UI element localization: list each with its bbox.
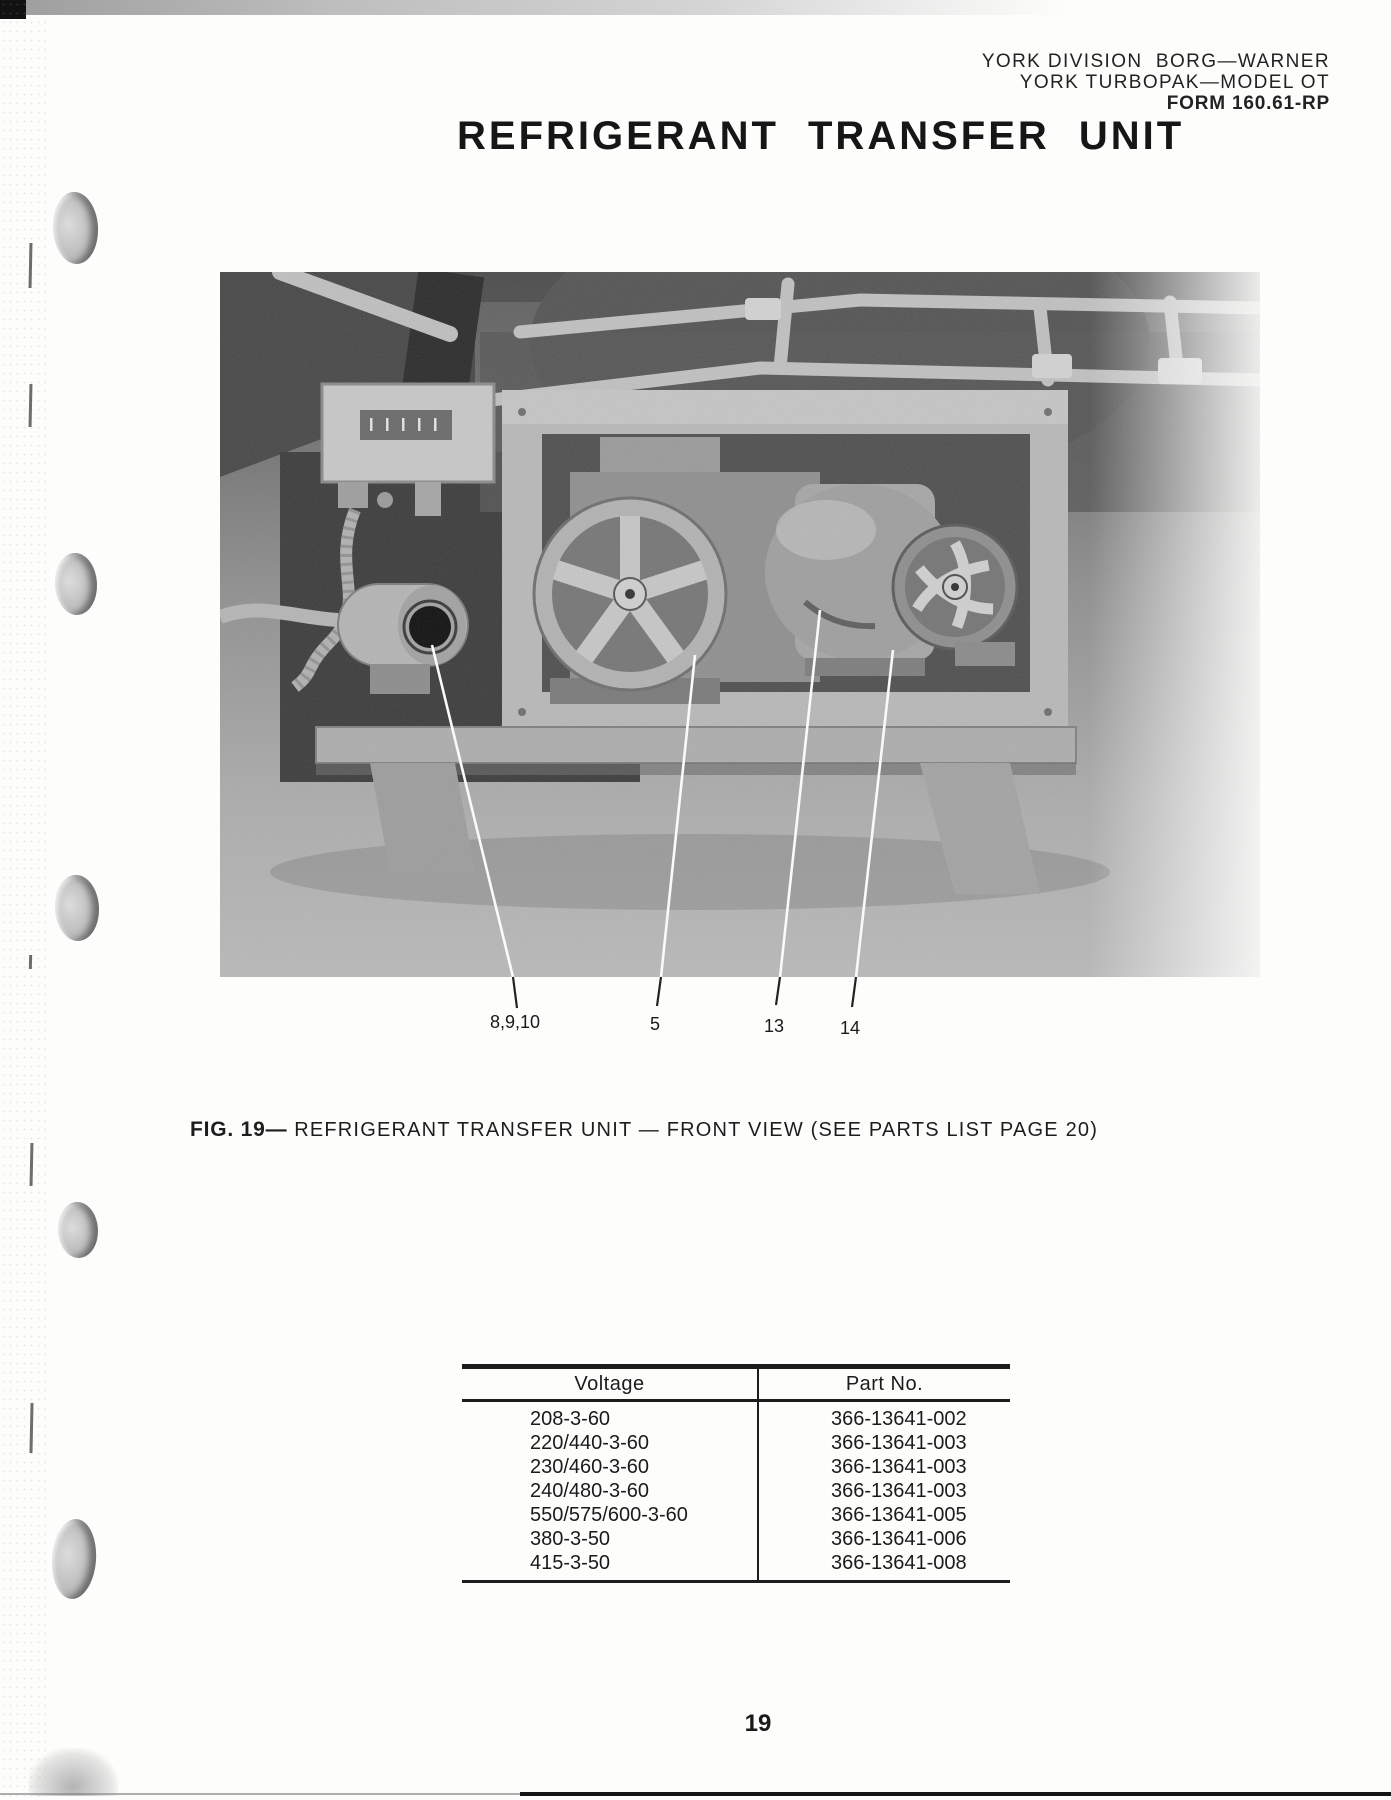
- table-row: [462, 1401, 1010, 1432]
- voltage-cell: 208-3-60: [462, 1401, 758, 1432]
- table-row: [462, 1479, 1010, 1503]
- document-header: [982, 51, 1330, 114]
- part-no-cell: 366-13641-005: [831, 1504, 967, 1526]
- part-no-cell: 366-13641-003: [831, 1480, 967, 1502]
- voltage-cell: 550/575/600-3-60: [462, 1503, 758, 1527]
- binder-hole: [53, 874, 100, 942]
- part-no-column-header: Part No.: [758, 1367, 1010, 1401]
- unit-photo: [220, 272, 1260, 1010]
- page-title: REFRIGERANT TRANSFER UNIT: [457, 114, 1185, 158]
- table-row: [462, 1503, 1010, 1527]
- part-no-cell: 366-13641-008: [831, 1552, 967, 1574]
- callout-label-14: 14: [839, 1018, 861, 1038]
- voltage-cell: 240/480-3-60: [462, 1479, 758, 1503]
- voltage-cell: 220/440-3-60: [462, 1431, 758, 1455]
- part-no-cell: 366-13641-003: [831, 1456, 967, 1478]
- page-number: 19: [744, 1710, 772, 1737]
- scan-left-speckle: [0, 0, 46, 1800]
- pen-mark: [29, 955, 32, 969]
- scan-smudge: [28, 1748, 118, 1796]
- table-header-row: [462, 1367, 1010, 1401]
- header-form-number: FORM 160.61-RP: [1166, 93, 1330, 114]
- figure-caption: [190, 1118, 1098, 1142]
- voltage-column-header: Voltage: [462, 1367, 758, 1401]
- table-row: [462, 1431, 1010, 1455]
- binder-hole: [51, 191, 100, 265]
- photo-grain: [220, 272, 1260, 977]
- part-no-cell: 366-13641-003: [831, 1432, 967, 1454]
- table-row: [462, 1551, 1010, 1582]
- binder-hole: [49, 1518, 98, 1601]
- figure-caption-label: FIG. 19—: [190, 1118, 288, 1141]
- scan-top-edge-strip: [26, 0, 1066, 15]
- part-no-cell: 366-13641-002: [831, 1408, 967, 1430]
- header-division-line: YORK DIVISION BORG—WARNER: [981, 51, 1330, 72]
- header-model-line: YORK TURBOPAK—MODEL OT: [1019, 72, 1330, 93]
- callout-label-8-9-10: 8,9,10: [489, 1012, 541, 1032]
- photo-area: [220, 272, 1260, 977]
- binder-hole: [53, 552, 98, 616]
- callout-label-13: 13: [763, 1016, 785, 1036]
- binder-hole: [57, 1201, 100, 1259]
- part-no-cell: 366-13641-006: [831, 1528, 967, 1550]
- leader-lines-below: [513, 977, 856, 1008]
- scan-bottom-edge: [520, 1792, 1391, 1796]
- parts-table-body: [462, 1401, 1010, 1582]
- voltage-cell: 415-3-50: [462, 1551, 758, 1582]
- callout-label-5: 5: [649, 1014, 660, 1034]
- voltage-cell: 380-3-50: [462, 1527, 758, 1551]
- table-row: [462, 1527, 1010, 1551]
- table-row: [462, 1455, 1010, 1479]
- figure-caption-text: REFRIGERANT TRANSFER UNIT — FRONT VIEW (SEE PARTS LIST PAGE 20): [287, 1119, 1099, 1141]
- parts-table: [462, 1364, 1010, 1583]
- voltage-cell: 230/460-3-60: [462, 1455, 758, 1479]
